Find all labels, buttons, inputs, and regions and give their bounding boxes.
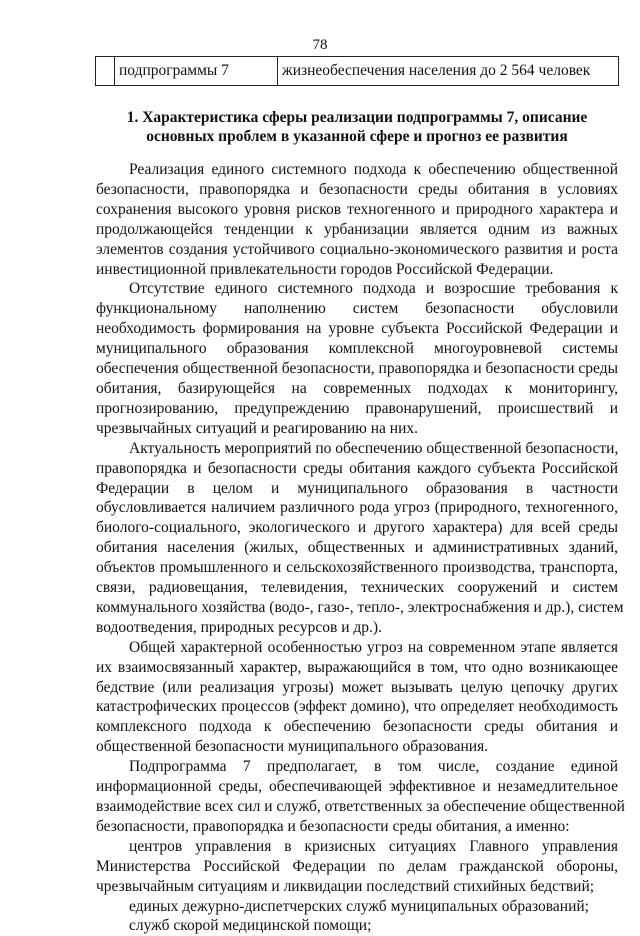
text-line: инвестиционной привлекательности городов Российской Федерации.: [96, 260, 554, 278]
table-cell-subprogram: подпрограммы 7: [115, 57, 278, 86]
text-line: Отсутствие единого системного подхода и возросшие требования к: [129, 280, 618, 298]
paragraph: [96, 757, 625, 837]
text-line: коммунального хозяйства (водо-, газо-, тепло-, электроснабжения и др.), систем: [96, 598, 624, 616]
text-line: чрезвычайных ситуаций и реагированию на них.: [96, 419, 419, 437]
text-line: обеспечения общественной безопасности, правопорядка и безопасности среды: [96, 360, 618, 378]
text-line: Реализация единого системного подхода к обеспечению общественной: [129, 161, 618, 178]
text-line: единых дежурно-диспетчерских служб муниципальных образований;: [129, 897, 589, 915]
paragraph: [96, 638, 618, 757]
text-line: Министерства Российской Федерации по делам гражданской обороны,: [96, 857, 618, 875]
text-line: элементов создания устойчивого социально-экономического развития и роста: [96, 240, 618, 258]
text-line: Федерации в целом и муниципального образования в частности: [96, 479, 618, 497]
table-row: [96, 57, 619, 86]
paragraph: [96, 837, 618, 897]
text-line: сохранения высокого уровня рисков техногенного и природного характера и: [96, 200, 618, 218]
text-line: продолжающейся тенденции к урбанизации является одним из важных: [96, 220, 618, 238]
text-line: их взаимосвязанный характер, выражающийся в том, что одно возникающее: [96, 658, 618, 676]
text-line: необходимость формирования на уровне субъекта Российской Федерации и: [96, 320, 618, 338]
text-line: муниципального образования комплексной многоуровневой системы: [96, 340, 618, 358]
paragraph: [96, 160, 618, 279]
heading-line: основных проблем в указанной сфере и прогноз ее развития: [146, 128, 568, 145]
text-line: чрезвычайным ситуациям и ликвидации последствий стихийных бедствий;: [96, 877, 595, 895]
page-number: 78: [312, 37, 328, 53]
paragraph: [96, 439, 624, 638]
text-line: водоотведения, природных ресурсов и др.).: [96, 618, 382, 636]
text-line: функциональному наполнению систем безопасности обусловили: [96, 300, 618, 318]
text-line: безопасности, правопорядка и безопасности среды обитания в условиях: [96, 180, 618, 198]
text-line: объектов промышленного и сельскохозяйственного производства, транспорта,: [96, 559, 618, 577]
text-line: общественной безопасности муниципального образования.: [96, 738, 489, 756]
text-line: Актуальность мероприятий по обеспечению общественной безопасности,: [129, 439, 619, 457]
text-line: бедствие (или реализация угрозы) может вызывать целую цепочку других: [96, 678, 618, 696]
text-line: обусловливается наличием различного рода угроз (природного, техногенного,: [96, 499, 618, 517]
heading-line: 1. Характеристика сферы реализации подпрограммы 7, описание: [126, 109, 588, 126]
paragraph: [96, 279, 618, 438]
text-line: обитания населения (жилых, общественных и административных зданий,: [96, 539, 618, 557]
text-line: обитания, базирующейся на современных подходах к мониторингу,: [96, 379, 618, 397]
text-line: безопасности, правопорядка и безопасности среды обитания, а именно:: [96, 817, 570, 835]
text-line: катастрофических процессов (эффект домино), что определяет необходимость: [96, 698, 618, 716]
text-line: служб скорой медицинской помощи;: [129, 917, 372, 935]
table-cell-empty: [96, 57, 115, 86]
text-line: биолого-социального, экологического и другого характера) для всей среды: [96, 519, 618, 537]
text-line: связи, радиовещания, телевидения, технических сооружений и систем: [96, 579, 618, 597]
paragraph: [96, 897, 618, 917]
text-line: правопорядка и безопасности среды обитания каждого субъекта Российской: [96, 459, 618, 477]
text-line: Общей характерной особенностью угроз на современном этапе является: [129, 638, 618, 656]
program-table: [95, 56, 619, 86]
table-cell-indicator: жизнеобеспечения населения до 2 564 человек: [278, 57, 619, 86]
text-line: прогнозированию, предупреждению правонарушений, происшествий и: [96, 399, 618, 417]
text-line: информационной среды, обеспечивающей эффективное и незамедлительное: [96, 778, 618, 796]
text-line: взаимодействие всех сил и служб, ответственных за обеспечение общественной: [96, 798, 625, 815]
text-line: Подпрограмма 7 предполагает, в том числе, создание единой: [129, 758, 618, 776]
body-text: [96, 160, 625, 936]
paragraph: [96, 916, 618, 936]
text-line: центров управления в кризисных ситуациях Главного управления: [129, 837, 618, 855]
text-line: комплексного подхода к обеспечению безопасности среды обитания и: [96, 718, 618, 736]
section-heading: [96, 108, 618, 146]
